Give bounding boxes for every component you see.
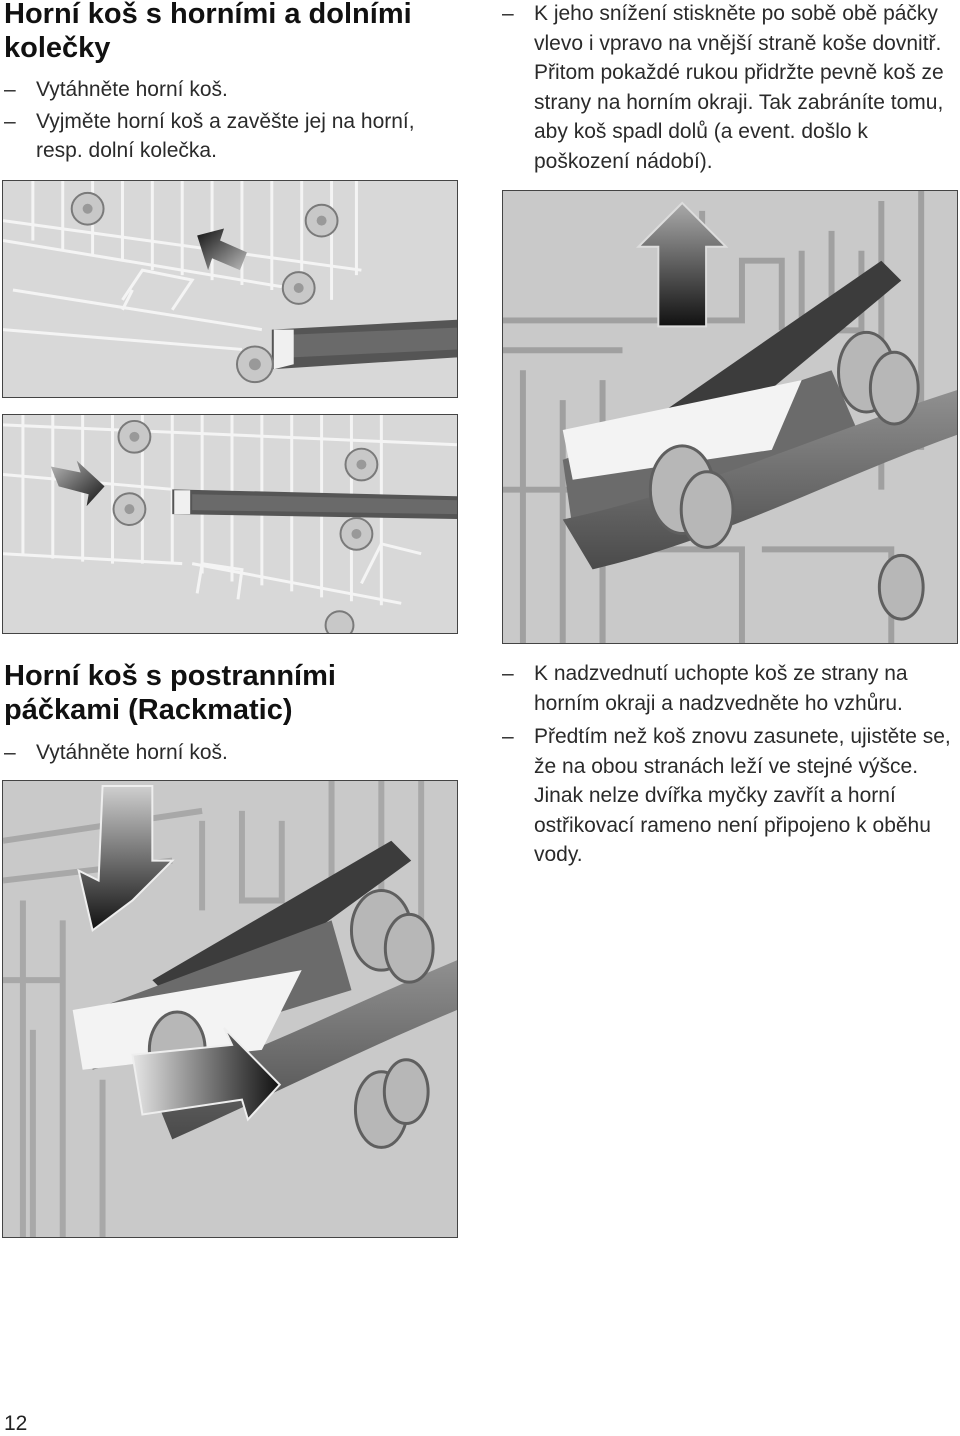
heading-line: kolečky [4,32,111,64]
rack-illustration [3,181,457,397]
figure-rackmatic-lower [2,780,458,1238]
figure-rack-wheels-lower [2,414,458,634]
heading-line: Horní koš s horními a dolními [4,0,412,30]
bullet-list-left-2 [4,738,464,768]
rackmatic-illustration [503,191,957,643]
section-heading-wheels [4,0,464,65]
list-item: – K nadzvednutí uchopte koš ze strany na horním okraji a nadzvedněte ho vzhůru. [502,662,908,715]
figure-rackmatic-raise [502,190,958,644]
rack-illustration [3,415,457,633]
bullet-list-right-2 [502,659,958,870]
list-item: – K jeho snížení stiskněte po sobě obě páčky vlevo i vpravo na vnější straně koše dovnitř. Přitom pokaždé rukou přidržte pevně koš ze strany na horním okraji. Tak zabráníte tomu, aby koš spadl dolů (a event. došlo k poškození nádobí). [502,2,944,173]
list-item: – Vyjměte horní koš a zavěšte jej na horní, resp. dolní kolečka. [4,109,415,162]
section-heading-rackmatic [4,659,464,727]
bullet-list-left-1 [4,75,464,166]
page-number: 12 [4,1412,28,1435]
rackmatic-illustration [3,781,457,1237]
list-item: – Vytáhněte horní koš. [4,741,228,764]
heading-line: Horní koš s postranními [4,660,336,692]
figure-rack-wheels-raise [2,180,458,398]
list-item: – Vytáhněte horní koš. [4,78,228,101]
bullet-list-right-1 [502,0,952,176]
list-item: – Předtím než koš znovu zasunete, ujistěte se, že na obou stranách leží ve stejné výšce. Jinak nelze dvířka myčky zavřít a horní ostřikovací rameno není připojeno k oběhu vody. [502,725,951,866]
heading-line: páčkami (Rackmatic) [4,694,293,726]
